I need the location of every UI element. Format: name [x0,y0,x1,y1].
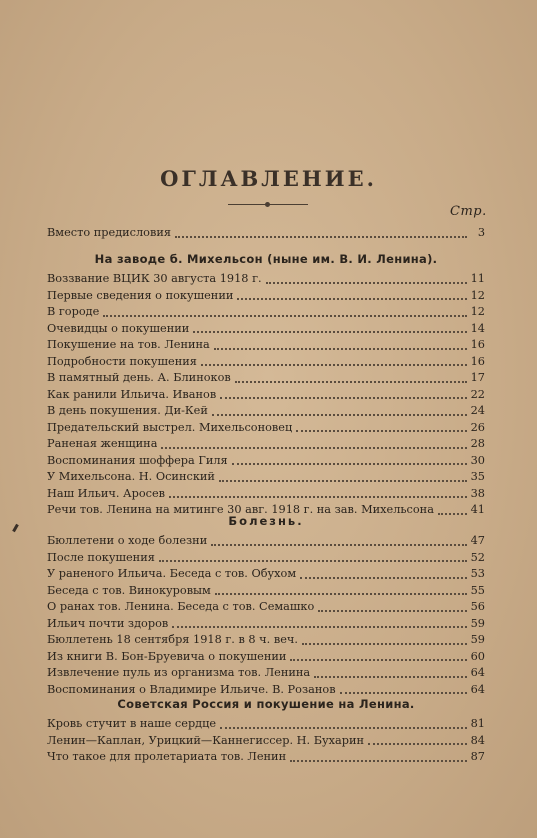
dot-leader [235,380,467,383]
dot-leader [193,330,466,333]
toc-entry-title: Воспоминания шоффера Гиля [47,453,228,467]
toc-entry [47,733,485,750]
toc-entry-title: После покушения [47,550,155,564]
toc-section-2 [47,513,485,698]
toc-section-3 [47,696,485,766]
section-heading: Болезнь. [228,514,304,528]
toc-entry-title: Подробности покушения [47,354,197,368]
toc-entry-page: 16 [470,338,485,351]
toc-entry-title: В памятный день. А. Блиноков [47,371,231,384]
toc-entry [47,716,485,733]
toc-entry-page: 24 [470,404,485,417]
toc-entry [47,599,485,616]
toc-entry-page: 30 [470,453,485,467]
toc-entry-page: 59 [470,633,485,646]
dot-leader [211,543,466,546]
toc-entry-title: Извлечение пуль из организма тов. Ленина [47,666,311,679]
toc-entry-page: 12 [470,288,485,302]
toc-entry [47,370,485,387]
toc-entry-title: Бюллетень 18 сентября 1918 г. в 8 ч. веч. [47,633,298,646]
toc-entry-page: 12 [470,305,485,318]
toc-entry-page: 26 [470,420,485,434]
toc-entry-page: 38 [470,486,485,500]
toc-entry-page: 59 [470,616,485,630]
dot-leader [314,675,466,678]
dot-leader [220,726,467,729]
toc-entry-page: 60 [470,649,485,663]
toc-section-1 [47,251,485,519]
dot-leader [266,281,467,284]
toc-entry-page: 55 [470,583,485,597]
toc-entry [47,453,485,470]
dot-leader [212,413,467,416]
toc-entry-title: Кровь стучит в наше сердце [47,717,217,730]
toc-entry-title: Наш Ильич. Аросев [47,486,165,500]
toc-entry [47,486,485,503]
dot-leader [201,363,467,366]
toc-entry-title: О ранах тов. Ленина. Беседа с тов. Семашко [47,600,315,613]
toc-entry-page: 22 [470,387,485,401]
toc-entry [47,616,485,633]
toc-entry-title: В день покушения. Ди-Кей [47,404,208,417]
toc-entry-title: Первые сведения о покушении [47,288,234,302]
toc-entry-title: Очевидцы о покушении [47,321,190,335]
toc-entry-title: Как ранили Ильича. Иванов [47,387,217,401]
toc-entry [47,649,485,666]
dot-leader [290,658,466,661]
toc-entry-page: 47 [470,534,485,547]
toc-entry [47,436,485,453]
toc-entry-page: 3 [477,226,485,239]
dot-leader [232,462,467,465]
toc-entry-page: 35 [470,470,485,483]
toc-entry-page: 41 [470,503,485,516]
toc-entry-page: 64 [470,682,485,696]
toc-entry-page: 16 [470,354,485,368]
toc-entry-page: 17 [470,371,485,384]
page-column-label: Стр. [450,204,487,219]
dot-leader [220,396,466,399]
toc-entry-title: Воззвание ВЦИК 30 августа 1918 г. [47,272,262,285]
toc-entry-title: В городе [47,305,100,318]
dot-leader [103,314,466,317]
toc-entry-title: У раненого Ильича. Беседа с тов. Обухом [47,567,297,580]
toc-entry-title: Покушение на тов. Ленина [47,338,210,351]
toc-entry [47,550,485,567]
toc-entry-title: Бюллетени о ходе болезни [47,534,208,547]
toc-entry-title: Беседа с тов. Винокуровым [47,583,211,597]
dot-leader [296,429,466,432]
toc-entry [47,321,485,338]
dot-leader [172,625,466,628]
dot-leader [302,642,467,645]
toc-entry-page: 14 [470,321,485,335]
toc-entry [47,387,485,404]
dot-leader [159,559,467,562]
toc-entry [47,271,485,288]
section-heading: Советская Россия и покушение на Ленина. [117,697,415,711]
toc-entry-title: Что такое для пролетариата тов. Ленин [47,750,287,763]
toc-entry [47,304,485,321]
toc-entry-page: 64 [470,666,485,679]
ink-mark [12,524,19,532]
toc-intro [47,225,485,242]
page-title: ОГЛАВЛЕНИЕ. [160,166,377,191]
dot-leader [340,691,467,694]
dot-leader [169,495,467,498]
section-heading: На заводе б. Михельсон (ныне им. В. И. Ленина). [94,252,438,266]
dot-leader [318,609,466,612]
dot-leader [219,479,467,482]
dot-leader [161,446,466,449]
toc-entry [47,420,485,437]
toc-entry-page: 56 [470,600,485,613]
dot-leader [214,347,467,350]
dot-leader [368,742,467,745]
toc-entry [47,354,485,371]
toc-entry [47,288,485,305]
toc-entry-page: 84 [470,733,485,747]
toc-entry-page: 28 [470,437,485,450]
dot-leader [215,592,467,595]
toc-entry-title: Из книги В. Бон-Бруевича о покушении [47,649,287,663]
dot-leader [237,297,466,300]
toc-entry-page: 11 [470,272,485,285]
toc-entry-title: Раненая женщина [47,437,158,450]
toc-entry-title: Воспоминания о Владимире Ильиче. В. Розанов [47,682,336,696]
toc-entry [47,583,485,600]
ornament-rule [228,204,308,205]
toc-entry [47,632,485,649]
dot-leader [300,576,466,579]
toc-entry [47,403,485,420]
toc-entry-title: Вместо предисловия [47,226,171,239]
toc-entry-title: Ленин—Каплан, Урицкий—Каннегиссер. Н. Бухарин [47,733,365,747]
toc-entry-page: 53 [470,567,485,580]
toc-entry [47,665,485,682]
toc-entry-title: У Михельсона. Н. Осинский [47,470,215,483]
dot-leader [290,759,467,762]
toc-entry [47,469,485,486]
toc-entry [47,225,485,242]
toc-entry-title: Речи тов. Ленина на митинге 30 авг. 1918 г. на зав. Михельсона [47,503,434,516]
toc-entry [47,749,485,766]
toc-entry-page: 81 [470,717,485,730]
toc-entry [47,337,485,354]
toc-entry [47,533,485,550]
toc-entry-title: Предательский выстрел. Михельсоновец [47,420,293,434]
dot-leader [175,235,467,238]
toc-entry [47,566,485,583]
toc-entry-page: 52 [470,550,485,564]
toc-entry-title: Ильич почти здоров [47,616,169,630]
toc-entry-page: 87 [470,750,485,763]
